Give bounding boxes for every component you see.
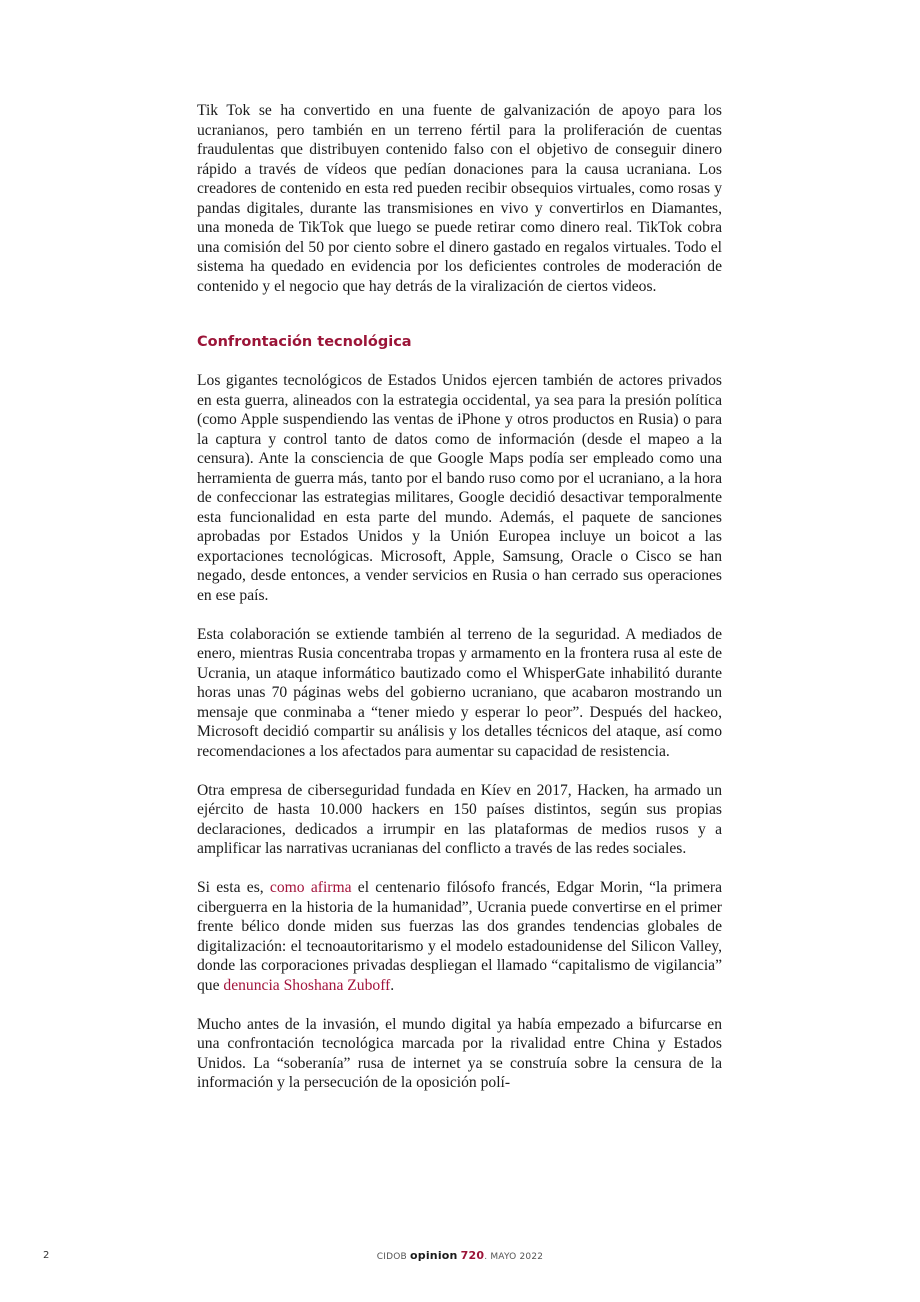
text-segment: el centenario filósofo francés, Edgar Morin, “la primera ciberguerra en la historia de la humanidad”, Ucrania puede convertirse en el primer frente bélico donde miden sus fuerzas las dos grandes tendencias globales de digitalización: el tecnoautoritarismo y el modelo estadounidense del Silicon Valley, donde las corporaciones privadas despliegan el llamado “capitalismo de vigilancia” que: [197, 879, 723, 994]
text-segment: .: [390, 976, 395, 994]
paragraph-security: Esta colaboración se extiende también al terreno de la seguridad. A mediados de enero, mientras Rusia concentraba tropas y armamento en la frontera rusa al este de Ucrania, un ataque informático bautizado como el WhisperGate inhabilitó durante horas unas 70 páginas webs del gobierno ucraniano, que acabaron mostrando un mensaje que conminaba a “tener miedo y esperar lo peor”. Después del hackeo, Microsoft decidió compartir su análisis y los detalles técnicos del ataque, así como recomendaciones a los afectados para aumentar su capacidad de resistencia.: [197, 625, 722, 760]
section-heading: Confrontación tecnológica: [197, 334, 412, 350]
text-segment: Si esta es,: [197, 879, 270, 896]
paragraph-tiktok: Tik Tok se ha convertido en una fuente de galvanización de apoyo para los ucranianos, pero también en un terreno fértil para la proliferación de cuentas fraudulentas que distribuyen contenido falso con el objetivo de conseguir dinero rápido a través de vídeos que pedían donaciones para la causa ucraniana. Los creadores de contenido en esta red pueden recibir obsequios virtuales, como rosas y pandas digitales, durante las transmisiones en vivo y convertirlos en Diamantes, una moneda de TikTok que luego se puede retirar como dinero real. TikTok cobra una comisión del 50 por ciento sobre el dinero gastado en regalos virtuales. Todo el sistema ha quedado en evidencia por los deficientes controles de moderación de contenido y el negocio que hay detrás de la viralización de ciertos videos.: [197, 102, 722, 295]
paragraph-cyberwar: [197, 878, 722, 995]
paragraph-bifurcation: Mucho antes de la invasión, el mundo digital ya había empezado a bifurcarse en una confrontación tecnológica marcada por la rivalidad entre China y Estados Unidos. La “soberanía” rusa de internet ya se construía sobre la censura de la información y la persecución de la oposición polí-: [197, 1015, 722, 1091]
footer-issue: 720: [460, 1249, 485, 1262]
link-como-afirma[interactable]: como afirma: [269, 879, 352, 896]
footer-date: . MAYO 2022: [484, 1252, 544, 1262]
paragraph-hacken: Otra empresa de ciberseguridad fundada en Kíev en 2017, Hacken, ha armado un ejército de hasta 10.000 hackers en 150 países distintos, según sus propias declaraciones, dedicados a irrumpir en las plataformas de medios rusos y a amplificar las narrativas ucranianas del conflicto a través de las redes sociales.: [197, 781, 722, 857]
paragraph-tech-giants: Los gigantes tecnológicos de Estados Unidos ejercen también de actores privados en esta guerra, alineados con la estrategia occidental, ya sea para la presión política (como Apple suspendiendo las ventas de iPhone y otros productos en Rusia) o para la captura y control tanto de datos como de información (desde el mapeo a la censura). Ante la consciencia de que Google Maps podía ser empleado como una herramienta de guerra más, tanto por el bando ruso como por el ucraniano, a la hora de confeccionar las estrategias militares, Google decidió desactivar temporalmente esta funcionalidad en esta parte del mundo. Además, el paquete de sanciones aprobadas por Estados Unidos y la Unión Europea incluye un boicot a las exportaciones tecnológicas. Microsoft, Apple, Samsung, Oracle o Cisco se han negado, desde entonces, a vender servicios en Rusia o han cerrado sus operaciones en ese país.: [197, 372, 722, 604]
link-zuboff[interactable]: denuncia Shoshana Zuboff: [223, 976, 391, 994]
footer-publisher: CIDOB: [376, 1252, 407, 1262]
footer-series: opinion: [409, 1249, 458, 1262]
article-body: [197, 101, 722, 1112]
footer-publication: [0, 1249, 920, 1262]
page-number: 2: [43, 1250, 50, 1261]
